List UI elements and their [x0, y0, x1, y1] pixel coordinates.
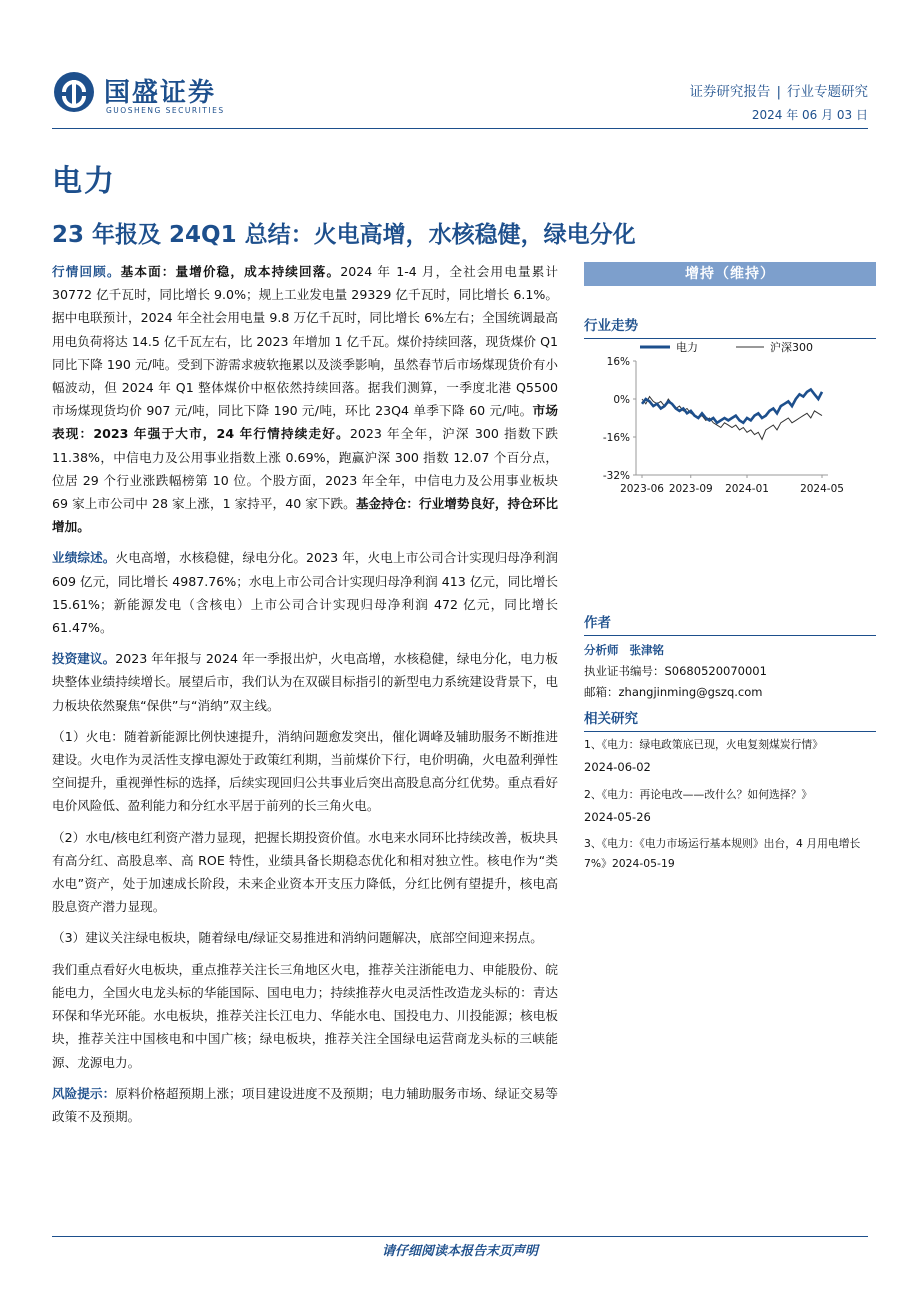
green-power-paragraph: （3）建议关注绿电板块，随着绿电/绿证交易推进和消纳问题解决，底部空间迎来拐点。: [52, 930, 543, 946]
risk-paragraph: [52, 1082, 558, 1128]
fund-holdings-heading: 基金持仓：行业增势良好，持仓环比增加。: [52, 496, 559, 535]
related-date-3: 2024-05-19: [611, 857, 675, 870]
company-logo: [52, 70, 242, 118]
y-tick-label: 0%: [613, 394, 630, 406]
analyst-row: [584, 640, 876, 661]
legend: [640, 340, 813, 354]
trend-chart-svg: [584, 339, 876, 549]
y-tick-label: -32%: [602, 470, 630, 482]
investment-advice-lead: 投资建议。: [52, 651, 116, 667]
related-item-2[interactable]: 2、《电力：再论电改——改什么？如何选择？》: [584, 788, 813, 801]
analyst-cert: 执业证书编号：S0680520070001: [584, 664, 767, 678]
sidebar: [584, 262, 876, 874]
market-review-lead: 行情回顾。: [52, 264, 121, 279]
related-item-3-title: 3、《电力：《电力市场运行基本规则》出台，4 月用电增长 7%》: [584, 837, 861, 870]
author-section-title: 作者: [584, 601, 876, 636]
series-line-power: [642, 390, 822, 423]
trend-section-title: 行业走势: [584, 304, 876, 339]
sector-title: 电力: [52, 164, 116, 199]
report-title: 23 年报及 24Q1 总结：火电高增，水核稳健，绿电分化: [52, 222, 636, 248]
investment-advice-paragraph: [52, 647, 558, 717]
main-body: [52, 260, 558, 1136]
report-date: 2024 年 06 月 03 日: [751, 108, 868, 122]
legend-label-power: 电力: [676, 341, 698, 354]
x-tick-label: 2024-05: [800, 483, 844, 495]
analyst-label: 分析师: [584, 643, 619, 657]
risk-text: 原料价格超预期上涨；项目建设进度不及预期；电力辅助服务市场、绿证交易等政策不及预期。: [52, 1085, 559, 1124]
header-divider: [52, 128, 868, 129]
analyst-email[interactable]: 邮箱：zhangjinming@gszq.com: [584, 685, 763, 699]
performance-summary-lead: 业绩综述。: [52, 550, 116, 566]
related-list: [584, 732, 876, 874]
report-header: [0, 0, 920, 135]
performance-summary-paragraph: [52, 546, 558, 639]
thermal-power-paragraph: （1）火电：随着新能源比例快速提升，消纳问题愈发突出，催化调峰及辅助服务不断推进建设。火电作为灵活性支撑电源处于政策红利期，当前煤价下行，电价明确，火电盈利弹性空间提升，重视弹性标的选择，后续实现回归公共事业后突出高股息高分红优势。重点看好电价风险低、盈利能力和分红水平居于前列的长三角火电。: [52, 728, 558, 814]
y-tick-label: 16%: [606, 356, 630, 368]
company-name-en: GUOSHENG SECURITIES: [106, 106, 225, 115]
recommendations-paragraph: 我们重点看好火电板块，重点推荐关注长三角地区火电，推荐关注浙能电力、申能股份、皖能电力，全国火电龙头标的华能国际、国电电力；持续推荐火电灵活性改造龙头标的：青达环保和华光环能。水电板块，推荐关注长江电力、华能水电、国投电力、川投能源；核电板块，推荐关注中国核电和中国广核；绿电板块，推荐关注全国绿电运营商龙头标的三峡能源、龙源电力。: [52, 961, 558, 1070]
hydro-nuclear-paragraph: （2）水电/核电红利资产潜力显现，把握长期投资价值。水电来水同环比持续改善，板块具有高分红、高股息率、高 ROE 特性，业绩具备长期稳态优化和相对独立性。核电作为“类水电”资产，处于加速成长阶段，未来企业资本开支压力降低，分红比例有望提升，核电高股息资产潜力显现。: [52, 829, 558, 915]
trend-chart: [584, 339, 876, 549]
report-type: [689, 80, 868, 100]
performance-summary-text: 火电高增，水核稳健，绿电分化。2023 年，火电上市公司合计实现归母净利润 609 亿元，同比增长 4987.76%；水电上市公司合计实现归母净利润 413 亿元，同比增长 15.61%；新能源发电（含核电）上市公司合计实现归母净利润 472 亿元，同比增长 61.47%。: [52, 550, 559, 636]
chart-series: [642, 390, 822, 440]
separator: |: [776, 84, 781, 100]
related-item-1[interactable]: 1、《电力：绿电政策底已现，火电复刻煤炭行情》: [584, 738, 823, 751]
x-tick-label: 2024-01: [725, 483, 769, 495]
company-name-cn: 国盛证券: [104, 78, 217, 108]
footer-divider: [52, 1236, 868, 1237]
related-item-3[interactable]: [584, 832, 876, 874]
market-performance-text: 2023 年全年，沪深 300 指数下跌 11.38%，中信电力及公用事业指数上涨 0.69%，跑赢沪深 300 指数 12.07 个百分点，位居 29 个行业涨跌幅榜第 10 位。个股方面，2023 年全年，中信电力及公用事业板块 69 家上市公司中 28 家上涨，1 家持平，40 家下跌。: [52, 426, 558, 512]
footer-disclaimer: 请仔细阅读本报告末页声明: [381, 1244, 538, 1259]
report-subtype-label: 行业专题研究: [787, 84, 868, 100]
fundamentals-heading: 基本面：量增价稳，成本持续回落。: [120, 264, 341, 279]
y-tick-label: -16%: [602, 432, 630, 444]
legend-label-csi300: 沪深300: [770, 341, 813, 354]
related-date-2: 2024-05-26: [584, 810, 651, 824]
analyst-name: 张津铭: [629, 643, 664, 657]
related-date-1: 2024-06-02: [584, 760, 651, 774]
x-axis: [620, 475, 844, 495]
risk-lead: 风险提示：: [52, 1085, 116, 1101]
logo-mark-icon: [52, 70, 96, 114]
y-axis: [603, 356, 636, 482]
market-review-paragraph: [52, 260, 558, 538]
related-section-title: 相关研究: [584, 703, 876, 732]
report-type-label: 证券研究报告: [689, 84, 771, 100]
x-tick-label: 2023-06: [620, 483, 664, 495]
fundamentals-text: 2024 年 1-4 月，全社会用电量累计 30772 亿千瓦时，同比增长 9.0%；规上工业发电量 29329 亿千瓦时，同比增长 6.1%。据中电联预计，2024 年全社会用电量 9.8 万亿千瓦时，同比增长 6%左右；全国统调最高用电负荷将达 14.5 亿千瓦左右，比 2023 年增加 1 亿千瓦。煤价持续回落，现货煤价 Q1 同比下降 190 元/吨。受到下游需求疲软拖累以及淡季影响，虽然春节后市场煤现货价有小幅波动，但 2024 年 Q1 整体煤价中枢依然持续回落。据我们测算，一季度北港 Q5500 市场煤现货均价 907 元/吨，同比下降 190 元/吨，环比 23Q4 单季下降 60 元/吨。: [52, 264, 559, 419]
investment-advice-text: 2023 年年报与 2024 年一季报出炉，火电高增，水核稳健，绿电分化，电力板块整体业绩持续增长。展望后市，我们认为在双碳目标指引的新型电力系统建设背景下，电力板块依然聚焦“保供”与“消纳”双主线。: [52, 651, 558, 713]
market-performance-heading: 市场表现：2023 年强于大市，24 年行情持续走好。: [52, 403, 558, 442]
rating-badge: 增持（维持）: [584, 262, 876, 286]
x-tick-label: 2023-09: [668, 483, 713, 495]
